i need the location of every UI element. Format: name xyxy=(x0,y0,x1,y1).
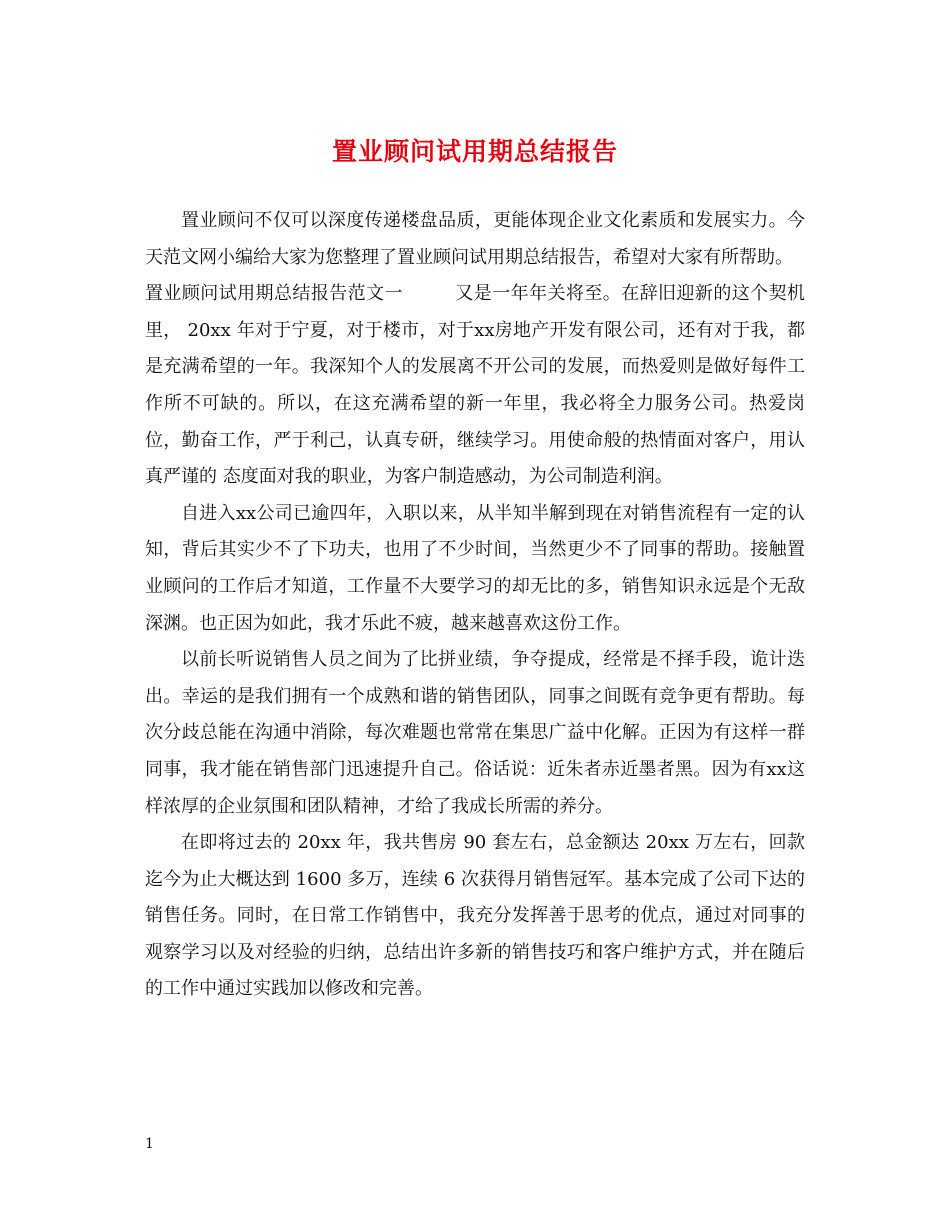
paragraph-4: 在即将过去的 20xx 年，我共售房 90 套左右，总金额达 20xx 万左右，回款迄今为止大概达到 1600 多万，连续 6 次获得月销售冠军。基本完成了公司下达的销售任务。同时，在日常工作销售中，我充分发挥善于思考的优点，通过对同事的观察学习以及对经验的归纳，总结出许多新的销售技巧和客户维护方式，并在随后的工作中通过实践加以修改和完善。 xyxy=(145,832,805,1000)
page-number: 1 xyxy=(145,1136,154,1152)
document-body xyxy=(145,203,805,1008)
sample-heading: 置业顾问试用期总结报告范文一 xyxy=(145,283,403,305)
paragraph-3: 以前长听说销售人员之间为了比拼业绩，争夺提成，经常是不择手段，诡计迭出。幸运的是我们拥有一个成熟和谐的销售团队，同事之间既有竞争更有帮助。每次分歧总能在沟通中消除，每次难题也常常在集思广益中化解。正因为有这样一群同事，我才能在销售部门迅速提升自己。俗话说：近朱者赤近墨者黑。因为有xx这样浓厚的企业氛围和团队精神，才给了我成长所需的养分。 xyxy=(145,649,805,817)
sample-paragraph-1 xyxy=(145,276,805,496)
document-title: 置业顾问试用期总结报告 xyxy=(331,137,618,166)
paragraph-1-text: 又是一年年关将至。在辞旧迎新的这个契机里， 20xx 年对于宁夏，对于楼市，对于xx房地产开发有限公司，还有对于我，都是充满希望的一年。我深知个人的发展离不开公司的发展，而热爱则是做好每件工作所不可缺的。所以，在这充满希望的新一年里，我必将全力服务公司。热爱岗位，勤奋工作，严于利己，认真专研，继续学习。用使命般的热情面对客户，用认真严谨的 态度面对我的职业，为客户制造感动，为公司制造利润。 xyxy=(145,283,806,488)
paragraph-2: 自进入xx公司已逾四年，入职以来，从半知半解到现在对销售流程有一定的认知，背后其实少不了下功夫，也用了不少时间，当然更少不了同事的帮助。接触置业顾问的工作后才知道，工作量不大要学习的却无比的多，销售知识永远是个无敌深渊。也正因为如此，我才乐此不疲，越来越喜欢这份工作。 xyxy=(145,502,805,634)
intro-paragraph: 置业顾问不仅可以深度传递楼盘品质，更能体现企业文化素质和发展实力。今天范文网小编给大家为您整理了置业顾问试用期总结报告，希望对大家有所帮助。 xyxy=(145,210,805,268)
